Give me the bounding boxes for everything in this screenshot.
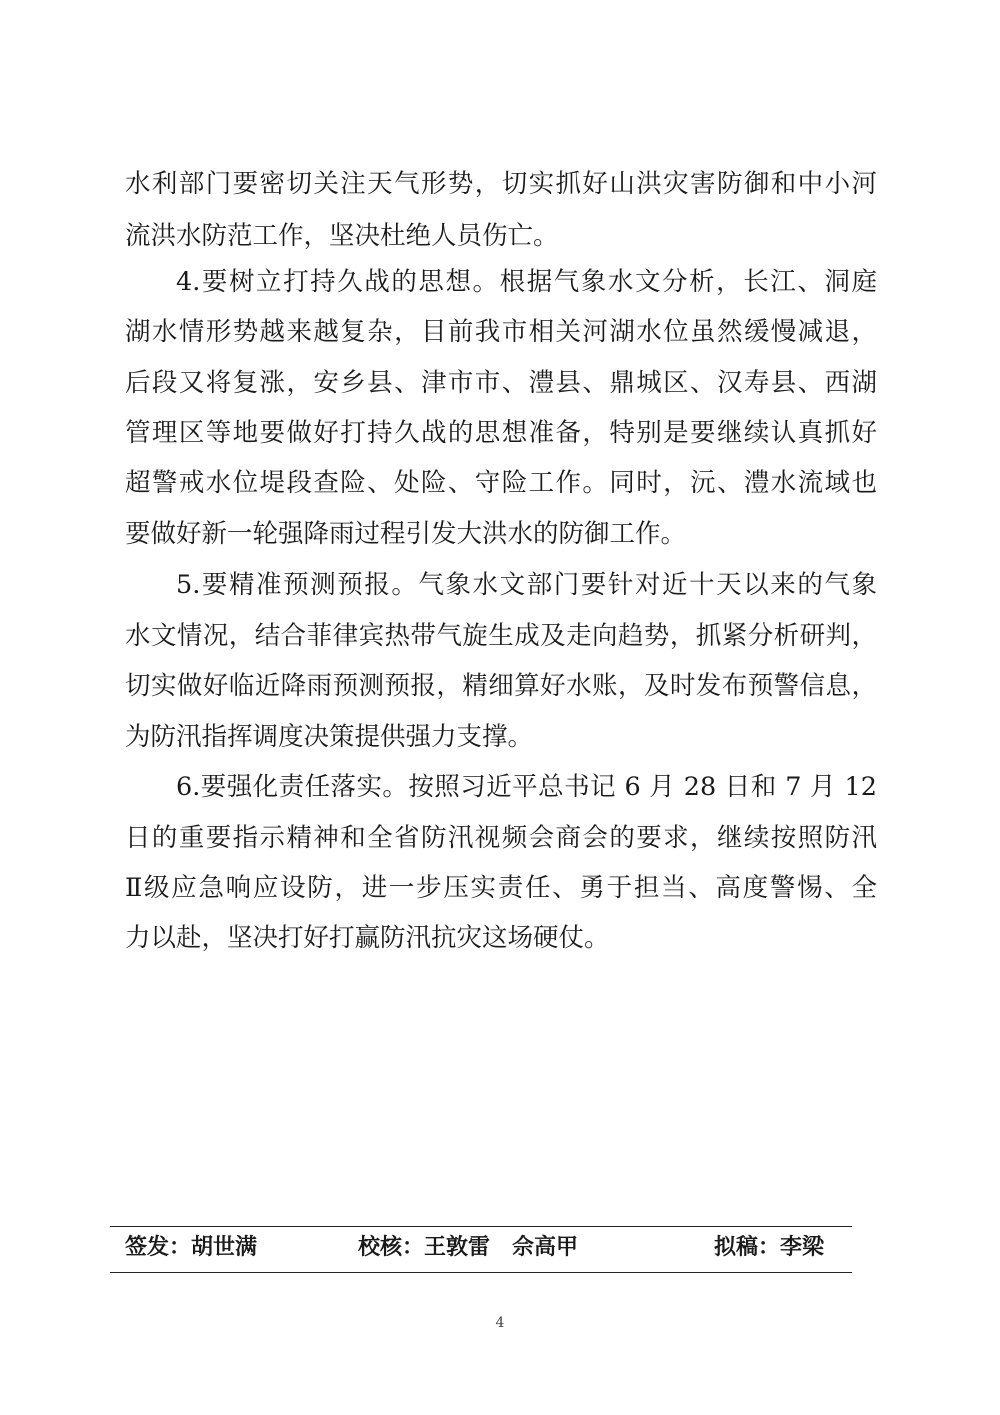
paragraph-line: Ⅱ级应急响应设防，进一步压实责任、勇于担当、高度警惕、全 — [125, 873, 877, 903]
paragraph-line: 6.要强化责任落实。按照习近平总书记 6 月 28 日和 7 月 12 — [176, 772, 877, 802]
paragraph-line: 切实做好临近降雨预测预报，精细算好水账，及时发布预警信息， — [125, 671, 877, 701]
paragraph-line: 为防汛指挥调度决策提供强力支撑。 — [125, 722, 534, 752]
signoff-drafter: 拟稿：李梁 — [714, 1235, 825, 1260]
paragraph-line: 流洪水防范工作，坚决杜绝人员伤亡。 — [125, 221, 559, 251]
paragraph-line: 后段又将复涨，安乡县、津市市、澧县、鼎城区、汉寿县、西湖 — [125, 368, 877, 398]
page-number: 4 — [495, 1315, 505, 1331]
paragraph-line: 水文情况，结合菲律宾热带气旋生成及走向趋势，抓紧分析研判， — [125, 621, 877, 651]
paragraph-line: 管理区等地要做好打持久战的思想准备，特别是要继续认真抓好 — [125, 418, 877, 448]
signoff-bottom-rule — [110, 1272, 852, 1273]
paragraph-line: 日的重要指示精神和全省防汛视频会商会的要求，继续按照防汛 — [125, 823, 877, 853]
signoff-reviewer: 校核：王敦雷 佘高甲 — [358, 1235, 579, 1260]
paragraph-line: 4.要树立打持久战的思想。根据气象水文分析，长江、洞庭 — [176, 267, 877, 297]
paragraph-line: 力以赴，坚决打好打赢防汛抗灾这场硬仗。 — [125, 923, 610, 953]
signoff-issuer: 签发：胡世满 — [125, 1235, 258, 1260]
paragraph-line: 超警戒水位堤段查险、处险、守险工作。同时，沅、澧水流域也 — [125, 468, 877, 498]
paragraph-line: 水利部门要密切关注天气形势，切实抓好山洪灾害防御和中小河 — [125, 169, 877, 199]
signoff-top-rule — [110, 1226, 852, 1227]
paragraph-line: 5.要精准预测预报。气象水文部门要针对近十天以来的气象 — [176, 570, 877, 600]
paragraph-line: 要做好新一轮强降雨过程引发大洪水的防御工作。 — [125, 519, 687, 549]
paragraph-line: 湖水情形势越来越复杂，目前我市相关河湖水位虽然缓慢减退， — [125, 317, 877, 347]
